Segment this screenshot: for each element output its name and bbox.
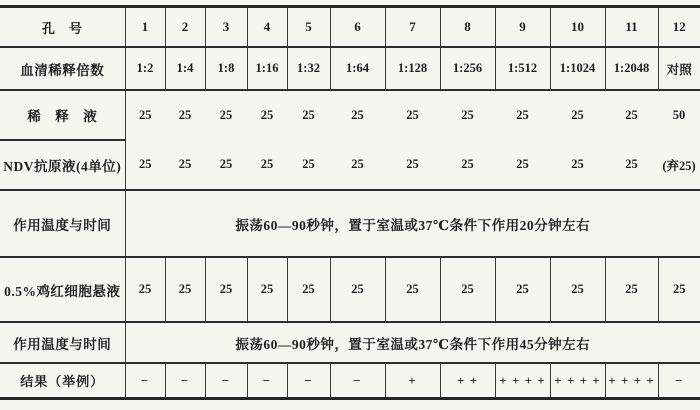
cell-incubation-2-text: 振荡60—90秒钟，置于室温或37℃条件下作用45分钟左右	[125, 322, 700, 363]
scanned-page	[0, 5, 700, 410]
cell-result-9: + + + +	[495, 363, 550, 399]
cell-dilution-7: 1:128	[385, 47, 440, 90]
cell-antigen-1: 25	[125, 140, 165, 190]
cell-result-10: + + + +	[550, 363, 605, 399]
cell-diluent-5: 25	[302, 108, 315, 122]
cell-antigen-6: 25	[330, 140, 385, 190]
cell-rbc-7: 25	[385, 257, 440, 322]
cell-rbc-11: 25	[605, 257, 658, 322]
table-row-results	[0, 363, 700, 399]
cell-diluent-7: 25	[406, 108, 419, 122]
cell-rbc-5: 25	[287, 257, 330, 322]
cell-dilution-10: 1:1024	[550, 47, 605, 90]
cell-rbc-2: 25	[165, 257, 205, 322]
cell-diluent-4: 25	[260, 108, 274, 122]
cell-rbc-3: 25	[205, 257, 247, 322]
cell-rbc-9: 25	[495, 257, 550, 322]
table-row-incubation-1	[0, 190, 700, 257]
cell-result-3: −	[205, 363, 247, 399]
cell-result-2: −	[165, 363, 205, 399]
cell-rbc-1: 25	[125, 257, 165, 322]
cell-result-7: +	[385, 363, 440, 399]
cell-result-6: −	[330, 363, 385, 399]
cell-well-11: 11	[605, 7, 658, 48]
cell-dilution-3: 1:8	[205, 47, 247, 90]
row-label-results: 结果（举例）	[20, 374, 105, 389]
row-label-incubation-1: 作用温度与时间	[0, 190, 125, 257]
cell-dilution-8: 1:256	[440, 47, 495, 90]
cell-dilution-4: 1:16	[247, 47, 287, 90]
cell-diluent-10: 25	[571, 108, 584, 122]
cell-antigen-12: (弃25)	[658, 140, 700, 190]
cell-well-3: 3	[205, 7, 247, 48]
cell-antigen-5: 25	[287, 140, 330, 190]
cell-well-8: 8	[440, 7, 495, 48]
cell-well-2: 2	[165, 7, 205, 48]
cell-antigen-2: 25	[165, 140, 205, 190]
cell-result-1: −	[125, 363, 165, 399]
cell-result-12: −	[658, 363, 700, 399]
table-row-serum-dilution	[0, 47, 700, 90]
cell-result-5: −	[287, 363, 330, 399]
cell-antigen-11: 25	[605, 140, 658, 190]
cell-well-5: 5	[287, 7, 330, 48]
cell-diluent-11: 25	[625, 108, 638, 122]
cell-result-8: + +	[440, 363, 495, 399]
cell-antigen-3: 25	[205, 140, 247, 190]
cell-diluent-8: 25	[461, 108, 474, 122]
cell-well-1: 1	[125, 7, 165, 48]
cell-rbc-4: 25	[247, 257, 287, 322]
cell-result-4: −	[247, 363, 287, 399]
table-row-ndv-antigen	[0, 140, 700, 190]
table-row-incubation-2	[0, 322, 700, 363]
cell-result-11: + + + +	[605, 363, 658, 399]
cell-dilution-2: 1:4	[165, 47, 205, 90]
cell-rbc-8: 25	[440, 257, 495, 322]
cell-diluent-2: 25	[178, 108, 192, 122]
cell-diluent-12: 50	[672, 108, 686, 122]
cell-incubation-1-text: 振荡60—90秒钟，置于室温或37℃条件下作用20分钟左右	[125, 190, 700, 257]
cell-antigen-9: 25	[495, 140, 550, 190]
cell-dilution-5: 1:32	[287, 47, 330, 90]
row-label-diluent: 稀 释 液	[0, 90, 125, 140]
cell-diluent-9: 25	[516, 108, 529, 122]
table-row-diluent	[0, 90, 700, 140]
cell-well-9: 9	[495, 7, 550, 48]
cell-diluent-6: 25	[351, 108, 364, 122]
cell-well-10: 10	[550, 7, 605, 48]
cell-rbc-10: 25	[550, 257, 605, 322]
cell-well-4: 4	[247, 7, 287, 48]
cell-well-12: 12	[658, 7, 700, 48]
cell-well-6: 6	[330, 7, 385, 48]
cell-dilution-6: 1:64	[330, 47, 385, 90]
row-label-well-number: 孔 号	[0, 7, 125, 48]
cell-diluent-1: 25	[125, 90, 165, 140]
cell-rbc-12: 25	[658, 257, 700, 322]
cell-antigen-8: 25	[440, 140, 495, 190]
cell-diluent-3: 25	[219, 108, 233, 122]
cell-dilution-11: 1:2048	[605, 47, 658, 90]
row-label-incubation-2: 作用温度与时间	[0, 322, 125, 363]
cell-antigen-4: 25	[247, 140, 287, 190]
row-label-ndv-antigen: NDV抗原液(4单位)	[0, 140, 125, 190]
cell-well-7: 7	[385, 7, 440, 48]
row-label-rbc-suspension: 0.5%鸡红细胞悬液	[0, 257, 125, 322]
row-label-serum-dilution: 血清稀释倍数	[0, 47, 125, 90]
cell-dilution-1: 1:2	[125, 47, 165, 90]
table-row-rbc-suspension	[0, 257, 700, 322]
table-row-well-number	[0, 7, 700, 48]
cell-rbc-6: 25	[330, 257, 385, 322]
cell-dilution-12: 对照	[658, 47, 700, 90]
cell-antigen-7: 25	[385, 140, 440, 190]
cell-dilution-9: 1:512	[495, 47, 550, 90]
hemagglutination-test-table	[0, 5, 700, 400]
cell-antigen-10: 25	[550, 140, 605, 190]
